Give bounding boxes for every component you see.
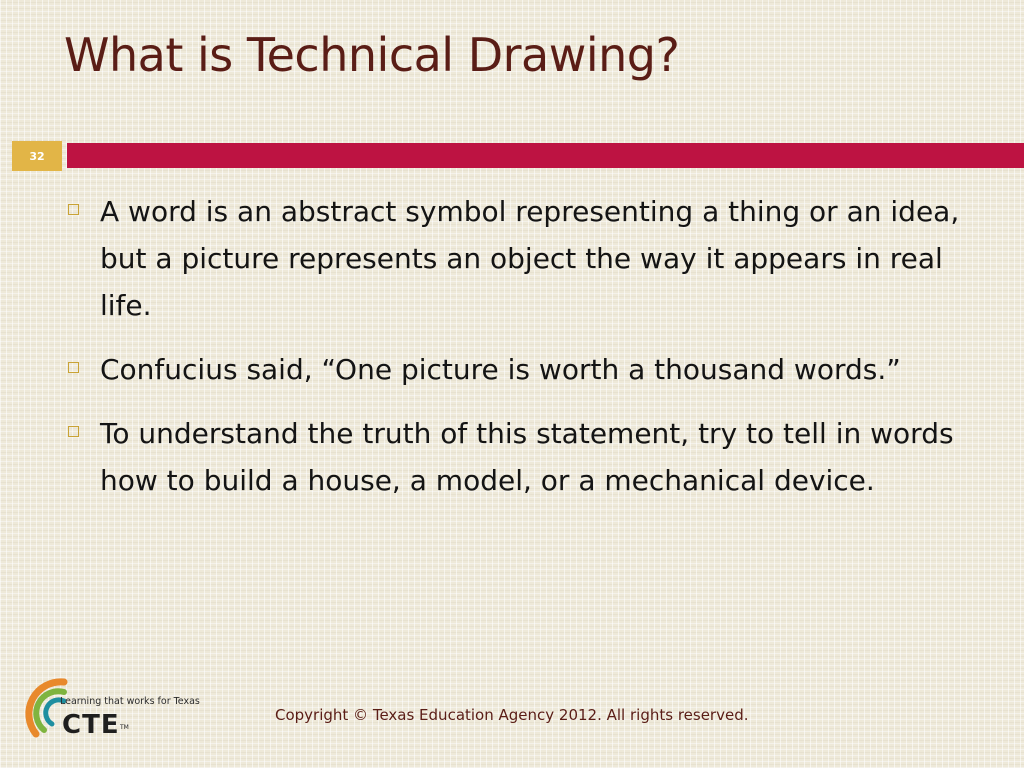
bullet-square-icon: [68, 426, 79, 437]
slide-title: What is Technical Drawing?: [64, 28, 680, 82]
bullet-square-icon: [68, 204, 79, 215]
bullet-text: Confucius said, “One picture is worth a thousand words.”: [100, 353, 901, 386]
logo-trademark: TM: [120, 724, 129, 731]
bullet-item: [62, 188, 962, 329]
logo-wordmark: CTE: [62, 710, 120, 740]
bullet-item: [62, 346, 962, 393]
slide-number: 32: [29, 149, 45, 163]
bullet-square-icon: [68, 362, 79, 373]
bullet-item: [62, 410, 962, 504]
accent-bar: [67, 143, 1024, 168]
logo-tagline: Learning that works for Texas: [60, 696, 200, 707]
bullet-text: To understand the truth of this statement, try to tell in words how to build a house, a model, or a mechanical device.: [100, 417, 954, 497]
bullet-list: [62, 188, 962, 521]
copyright-notice: Copyright © Texas Education Agency 2012. All rights reserved.: [275, 706, 749, 724]
cte-logo: [24, 672, 224, 752]
bullet-text: A word is an abstract symbol representing a thing or an idea, but a picture represents an object the way it appears in real life.: [100, 195, 960, 322]
slide-number-badge: [12, 141, 62, 171]
